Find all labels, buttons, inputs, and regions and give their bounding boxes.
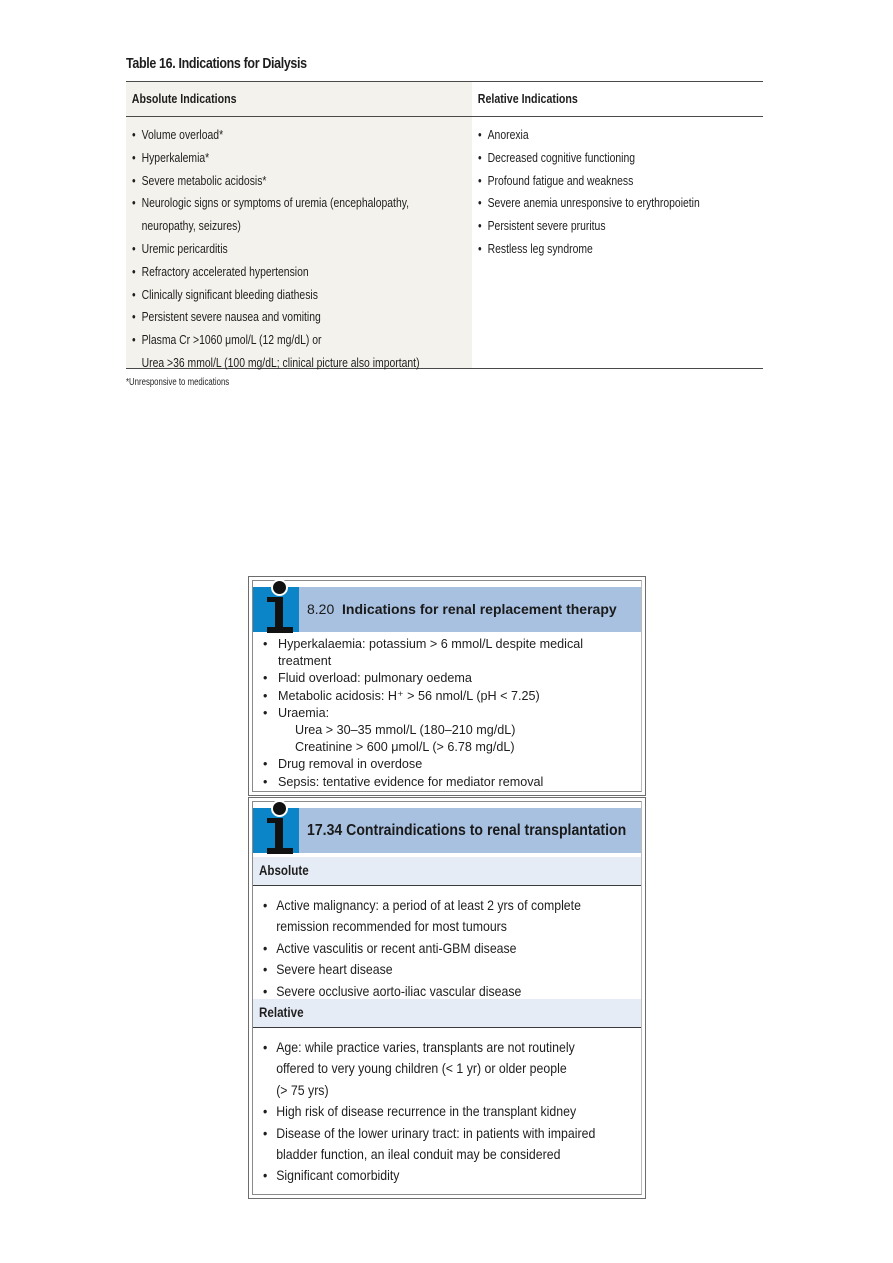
list-item: [263, 959, 581, 980]
list-item: [263, 916, 581, 937]
list-item: [263, 1101, 595, 1122]
bullet-icon: •: [132, 332, 136, 348]
item-text: (> 75 yrs): [276, 1081, 329, 1098]
list-item: [478, 238, 706, 261]
bullet-icon: •: [132, 286, 136, 302]
list-item: [132, 306, 404, 329]
list-item: [263, 756, 583, 773]
item-text: Plasma Cr >1060 μmol/L (12 mg/dL) or: [141, 332, 322, 348]
bullet-icon: •: [478, 218, 482, 234]
item-text: Neurologic signs or symptoms of uremia (encephalopathy,: [141, 195, 410, 211]
rrt-indications-list: [263, 636, 583, 791]
bullet-icon: •: [478, 127, 482, 142]
box-header: [253, 808, 641, 853]
dialysis-indications-table: [126, 55, 763, 388]
box-header: [253, 587, 641, 632]
list-item: [132, 238, 404, 261]
bullet-icon: •: [263, 705, 268, 720]
list-item: [263, 653, 583, 670]
bullet-icon: •: [263, 1124, 268, 1141]
list-item: [132, 329, 420, 375]
relative-indications-list: [472, 117, 763, 261]
rrt-indications-box: [248, 576, 646, 796]
bullet-icon: •: [478, 172, 482, 188]
bullet-icon: •: [478, 195, 482, 211]
bullet-icon: •: [263, 757, 268, 772]
list-item: [263, 938, 581, 959]
relative-section-label: Relative: [259, 1005, 304, 1020]
item-text: Metabolic acidosis: H⁺ > 56 nmol/L (pH < 7.25): [278, 688, 540, 703]
absolute-indications-list: [126, 117, 472, 375]
item-continuation: neuropathy, seizures): [141, 218, 241, 234]
list-item: [132, 284, 404, 307]
item-text: Sepsis: tentative evidence for mediator removal: [278, 774, 544, 789]
list-item: [263, 1165, 595, 1186]
list-item: [263, 722, 583, 739]
info-icon: [253, 587, 299, 632]
relative-contraindications-list: [263, 1037, 641, 1187]
box-title: [307, 587, 617, 632]
item-text: bladder function, an ileal conduit may be considered: [276, 1146, 561, 1163]
list-item: [478, 192, 706, 215]
list-item: [478, 124, 706, 147]
item-text: Hyperkalemia*: [141, 149, 210, 165]
bullet-icon: •: [263, 637, 268, 651]
box-title: 17.34 Contraindications to renal transplantation: [307, 822, 627, 839]
bullet-icon: •: [478, 149, 482, 165]
item-text: Clinically significant bleeding diathesis: [141, 286, 318, 302]
item-text: Hyperkalaemia: potassium > 6 mmol/L despite medical: [278, 637, 584, 651]
list-item: [263, 670, 583, 687]
list-item: [132, 261, 404, 284]
item-text: Severe metabolic acidosis*: [141, 172, 267, 188]
item-text: Active malignancy: a period of at least 2 yrs of complete: [276, 897, 581, 913]
bullet-icon: •: [263, 1167, 268, 1184]
item-text: Volume overload*: [141, 127, 224, 142]
list-item: [263, 1144, 595, 1165]
item-text: remission recommended for most tumours: [276, 918, 507, 935]
list-item: [478, 215, 706, 238]
absolute-section-label: Absolute: [259, 863, 309, 878]
item-text: Age: while practice varies, transplants are not routinely: [276, 1039, 575, 1055]
bullet-icon: •: [132, 263, 136, 279]
bullet-icon: •: [263, 1103, 268, 1120]
list-item: [263, 774, 583, 791]
bullet-icon: •: [132, 149, 136, 165]
bullet-icon: •: [263, 939, 268, 956]
item-text: Decreased cognitive functioning: [487, 149, 636, 165]
absolute-indications-header: Absolute Indications: [131, 91, 237, 106]
list-item: [263, 705, 583, 722]
list-item: [132, 170, 404, 193]
table-footnote: *Unresponsive to medications: [126, 377, 230, 388]
list-item: [263, 1037, 595, 1058]
item-text: Active vasculitis or recent anti-GBM disease: [276, 939, 517, 956]
item-text: Urea > 30–35 mmol/L (180–210 mg/dL): [295, 723, 516, 738]
bullet-icon: •: [263, 688, 268, 703]
list-item: [263, 739, 583, 756]
item-text: treatment: [278, 654, 332, 669]
box-title-text: Indications for renal replacement therapy: [342, 601, 617, 617]
list-item: [132, 147, 404, 170]
list-item: [263, 895, 581, 916]
item-text: Significant comorbidity: [276, 1167, 400, 1184]
item-text: Severe anemia unresponsive to erythropoietin: [487, 195, 700, 211]
relative-section-header: [253, 999, 641, 1028]
info-icon: [253, 808, 299, 853]
item-text: Profound fatigue and weakness: [487, 172, 634, 188]
bullet-icon: •: [263, 982, 268, 999]
list-item: [263, 1058, 595, 1079]
item-text: Creatinine > 600 μmol/L (> 6.78 mg/dL): [295, 740, 515, 755]
item-continuation: Urea >36 mmol/L (100 mg/dL; clinical picture also important): [141, 354, 420, 370]
item-text: Severe heart disease: [276, 961, 393, 978]
bullet-icon: •: [263, 671, 268, 686]
bullet-icon: •: [263, 774, 268, 789]
list-item: [263, 636, 583, 653]
absolute-contraindications-list: [263, 895, 624, 1002]
table-header-row: [126, 81, 763, 117]
bullet-icon: •: [132, 240, 136, 256]
table-body-row: [126, 117, 763, 369]
item-text: Drug removal in overdose: [278, 757, 423, 772]
bullet-icon: •: [132, 172, 136, 188]
relative-indications-header: Relative Indications: [477, 91, 578, 106]
bullet-icon: •: [263, 1039, 268, 1055]
list-item: [263, 1123, 595, 1144]
item-text: Uremic pericarditis: [141, 240, 228, 256]
bullet-icon: •: [478, 240, 482, 256]
item-text: Disease of the lower urinary tract: in patients with impaired: [276, 1124, 596, 1141]
bullet-icon: •: [263, 961, 268, 978]
list-item: [132, 192, 410, 238]
item-text: Restless leg syndrome: [487, 240, 593, 256]
list-item: [263, 1080, 595, 1101]
item-text: Fluid overload: pulmonary oedema: [278, 671, 472, 686]
bullet-icon: •: [132, 309, 136, 325]
item-text: Persistent severe pruritus: [487, 218, 606, 234]
item-text: High risk of disease recurrence in the transplant kidney: [276, 1103, 577, 1120]
list-item: [263, 688, 583, 705]
item-text: Refractory accelerated hypertension: [141, 263, 309, 279]
item-text: Uraemia:: [278, 705, 330, 720]
bullet-icon: •: [263, 897, 268, 913]
box-number: 8.20: [307, 601, 335, 617]
item-text: Persistent severe nausea and vomiting: [141, 309, 321, 325]
item-text: Anorexia: [487, 127, 529, 142]
bullet-icon: •: [132, 127, 136, 142]
item-text: Severe occlusive aorto-iliac vascular disease: [276, 982, 522, 999]
item-text: offered to very young children (< 1 yr) or older people: [276, 1060, 567, 1077]
transplant-contraindications-box: [248, 797, 646, 1199]
bullet-icon: •: [132, 195, 136, 211]
list-item: [132, 124, 404, 147]
list-item: [478, 147, 706, 170]
table-title: Table 16. Indications for Dialysis: [126, 56, 307, 72]
list-item: [478, 170, 706, 193]
absolute-section-header: [253, 857, 641, 886]
